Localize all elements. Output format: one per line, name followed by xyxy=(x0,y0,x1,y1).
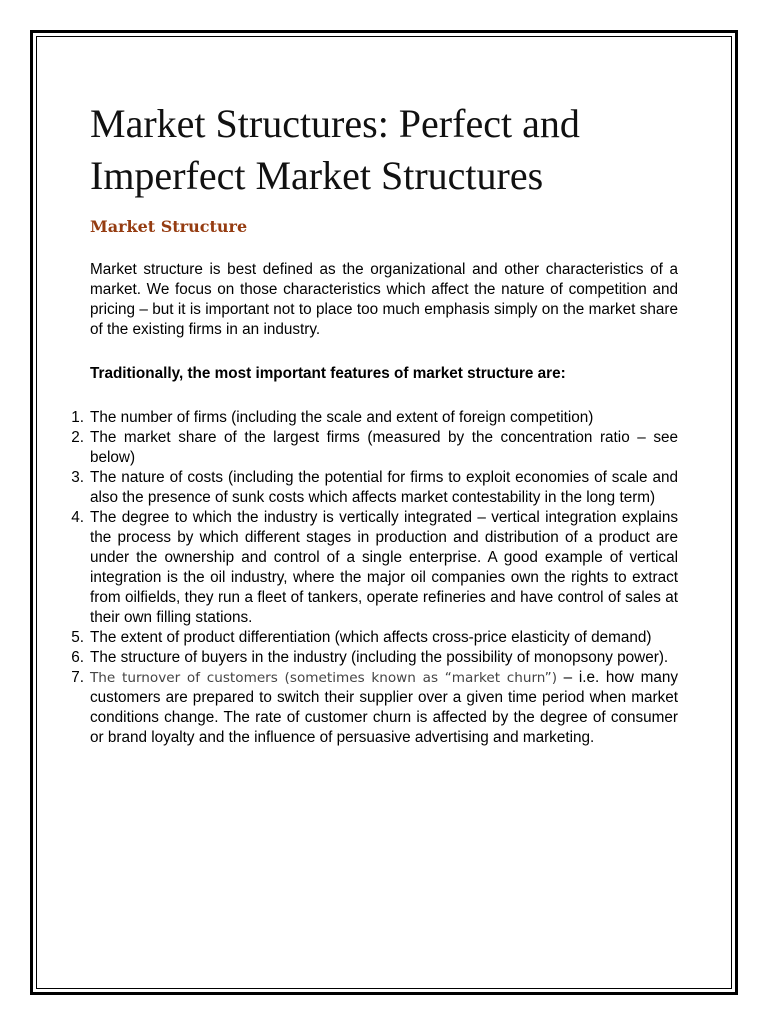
list-item-number: 3. xyxy=(71,469,84,486)
features-list xyxy=(71,408,678,748)
list-item-number: 7. xyxy=(71,669,84,686)
list-item xyxy=(71,648,678,668)
list-item-number: 5. xyxy=(71,629,84,646)
list-item xyxy=(71,668,678,748)
list-item-text: The nature of costs (including the potential for firms to exploit economies of scale and also the presence of sunk costs which affects market contestability in the long term) xyxy=(90,469,678,506)
list-item-text: The number of firms (including the scale and extent of foreign competition) xyxy=(90,409,594,426)
list-item xyxy=(71,628,678,648)
list-item xyxy=(71,468,678,508)
list-item-number: 2. xyxy=(71,429,84,446)
list-item-text: – i.e. how many customers are prepared to switch their supplier over a given time period when market conditions change. The rate of customer churn is affected by the degree of consumer or brand loyalty and the influence of persuasive advertising and marketing. xyxy=(90,669,678,746)
list-item-number: 1. xyxy=(71,409,84,426)
list-item-number: 6. xyxy=(71,649,84,666)
features-heading: Traditionally, the most important features of market structure are: xyxy=(90,365,566,382)
list-item-text: The structure of buyers in the industry (including the possibility of monopsony power). xyxy=(90,649,669,666)
list-item-text: The degree to which the industry is vertically integrated – vertical integration explains the process by which different stages in production and distribution of a product are under the ownership and control of a single enterprise. A good example of vertical integration is the oil industry, where the major oil companies own the rights to extract from oilfields, they run a fleet of tankers, operate refineries and have control of sales at their own filling stations. xyxy=(90,509,678,626)
list-item xyxy=(71,508,678,628)
page-title: Market Structures: Perfect and Imperfect Market Structures xyxy=(90,101,580,198)
intro-paragraph: Market structure is best defined as the organizational and other characteristics of a market. We focus on those characteristics which affect the nature of competition and pricing – but it is important not to place too much emphasis simply on the market share of the existing firms in an industry. xyxy=(90,261,678,338)
list-item-text: The extent of product differentiation (which affects cross-price elasticity of demand) xyxy=(90,629,652,646)
section-heading: Market Structure xyxy=(90,217,248,236)
list-item-text-gray: The turnover of customers (sometimes known as “market churn”) xyxy=(90,670,558,686)
list-item-number: 4. xyxy=(71,509,84,526)
list-item xyxy=(71,408,678,428)
list-item xyxy=(71,428,678,468)
list-item-text: The market share of the largest firms (measured by the concentration ratio – see below) xyxy=(90,429,678,466)
